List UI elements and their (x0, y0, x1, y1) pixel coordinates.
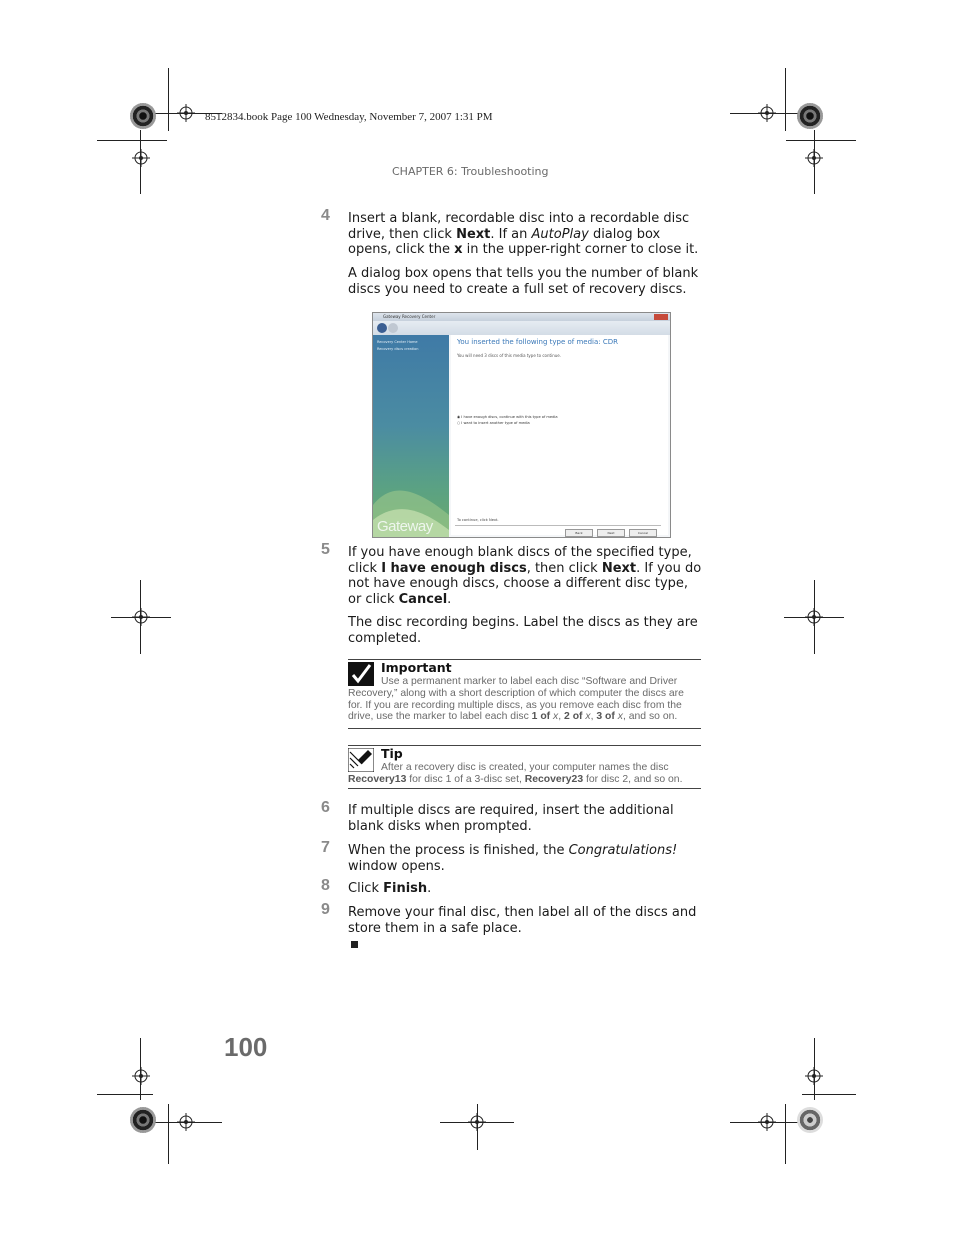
end-of-section-mark (351, 941, 358, 948)
registration-mark-icon (177, 1113, 195, 1131)
print-slug: 8512834.book Page 100 Wednesday, November 7, 2007 1:31 PM (205, 111, 493, 123)
back-button: Back (565, 529, 593, 537)
step-number: 5 (321, 541, 330, 558)
step-number: 4 (321, 207, 330, 224)
color-target-icon (130, 1107, 156, 1133)
step-text: If you have enough blank discs of the specified type, click I have enough discs, then click Next. If you do not have enough discs, choose a different disc type, or click Cancel. (348, 545, 702, 607)
step-text: Insert a blank, recordable disc into a recordable disc drive, then click Next. If an AutoPlay dialog box opens, click the x in the upper-right corner to close it. (348, 211, 699, 257)
registration-mark-icon (132, 149, 150, 167)
registration-mark-icon (758, 104, 776, 122)
step-followup-text: A dialog box opens that tells you the number of blank discs you need to create a full set of recovery discs. (348, 266, 699, 297)
forward-arrow-icon (388, 323, 398, 333)
step-text: If multiple discs are required, insert the additional blank disks when prompted. (348, 803, 674, 834)
step-number: 9 (321, 901, 330, 918)
color-target-icon (130, 103, 156, 129)
registration-mark-icon (468, 1113, 486, 1131)
dialog-heading: You inserted the following type of media: CDR (457, 338, 618, 346)
close-icon (654, 314, 668, 320)
dialog-subtext: You will need 3 discs of this media type to continue. (457, 353, 562, 358)
window-sidebar (373, 335, 449, 537)
registration-mark-icon (805, 608, 823, 626)
next-button: Next (597, 529, 625, 537)
color-target-icon (797, 1107, 823, 1133)
color-target-icon (797, 103, 823, 129)
step-number: 6 (321, 799, 330, 816)
cancel-button: Cancel (629, 529, 657, 537)
step-text: When the process is finished, the Congratulations! window opens. (348, 843, 678, 874)
important-callout (348, 659, 701, 729)
sidebar-item-home: Recovery Center Home (377, 340, 418, 344)
registration-mark-icon (805, 149, 823, 167)
registration-mark-icon (132, 608, 150, 626)
divider (455, 525, 661, 526)
running-header: CHAPTER 6: Troubleshooting (392, 165, 549, 178)
step-text: Remove your final disc, then label all of the discs and store them in a safe place. (348, 905, 697, 936)
step-number: 7 (321, 839, 330, 856)
registration-mark-icon (758, 1113, 776, 1131)
callout-body: After a recovery disc is created, your computer names the disc Recovery13 for disc 1 of a 3-disc set, Recovery23 for disc 2, and so on. (348, 762, 683, 785)
registration-mark-icon (132, 1067, 150, 1085)
back-arrow-icon (377, 323, 387, 333)
step-text: Click Finish. (348, 881, 432, 896)
tip-callout (348, 745, 701, 789)
gateway-logo: Gateway (377, 518, 433, 535)
callout-title: Tip (381, 746, 403, 761)
sidebar-item-disc-creation: Recovery discs creation (377, 347, 419, 351)
callout-title: Important (381, 660, 452, 675)
dialog-footnote: To continue, click Next. (457, 518, 499, 522)
callout-body: Use a permanent marker to label each disc “Software and Driver Recovery,” along with a short description of which computer the discs are for. If you are recording multiple discs, as you remove each disc from the drive, use the marker to label each disc 1 of x, 2 of x, 3 of x, and so on. (348, 676, 684, 723)
registration-mark-icon (805, 1067, 823, 1085)
window-content (451, 335, 668, 535)
radio-other-media: ○ I want to insert another type of media (457, 421, 530, 425)
window-titlebar (373, 313, 670, 321)
recovery-center-screenshot (372, 312, 671, 538)
step-number: 8 (321, 877, 330, 894)
radio-enough-discs: ◉ I have enough discs, continue with this type of media (457, 415, 558, 419)
step-followup-text: The disc recording begins. Label the discs as they are completed. (348, 615, 698, 646)
window-nav-bar (373, 321, 670, 335)
window-title: Gateway Recovery Center (383, 314, 436, 319)
page-number: 100 (224, 1032, 268, 1062)
registration-mark-icon (177, 104, 195, 122)
